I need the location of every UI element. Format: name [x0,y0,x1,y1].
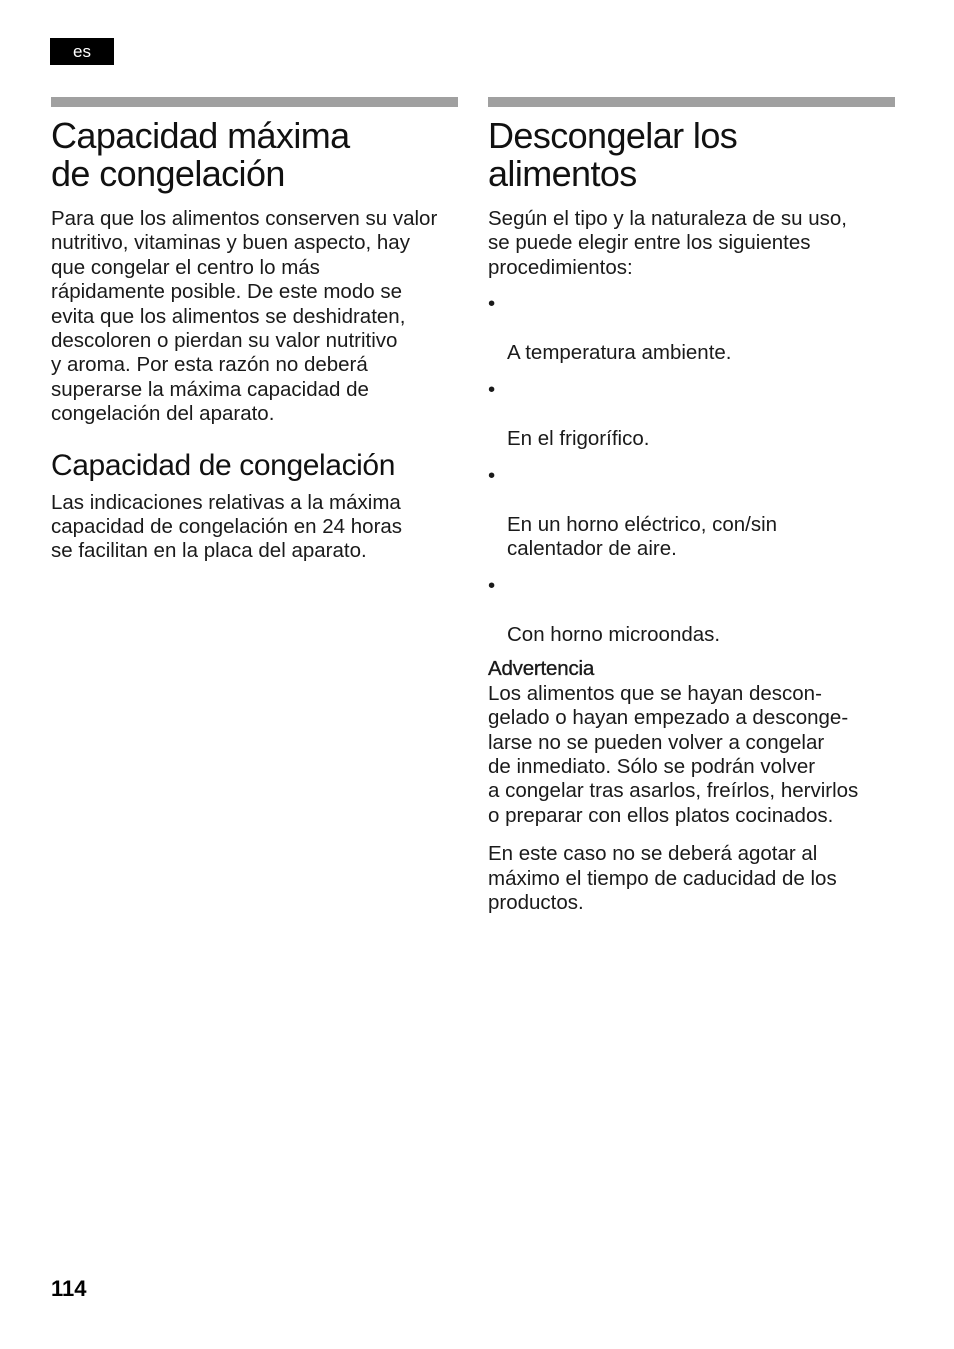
language-tag: es [50,38,114,65]
bullet-icon: • [488,574,496,598]
section-title-thawing: Descongelar los alimentos [488,115,738,194]
bullet-icon: • [488,378,496,402]
list-item [488,574,895,647]
section-rule [51,97,458,107]
max-capacity-paragraph: Para que los alimentos conserven su valor nutritivo, vitaminas y buen aspecto, hay que congelar el centro lo más rápidamente posible. De este modo se evita que los alimentos se deshidraten, descoloren o pierdan su valor nutritivo y aroma. Por esta razón no deberá superarse la máxima capacidad de congelación del aparato. [51,207,438,426]
section-title-max-capacity: Capacidad máxima de congelación [51,115,350,194]
list-item-text: En el frigorífico. [507,426,650,450]
list-item [488,464,895,562]
subsection-title-freezing-capacity: Capacidad de congelación [51,448,395,482]
warning-paragraph: Los alimentos que se hayan descon- gelado o hayan empezado a desconge- larse no se pueden volver a congelar de inmediato. Sólo se podrán volver a congelar tras asarlos, freírlos, hervirlos o preparar con ellos platos cocinados. [488,681,859,827]
page-number: 114 [51,1276,87,1301]
list-item [488,292,895,365]
list-item-text: A temperatura ambiente. [507,341,732,365]
freezing-capacity-paragraph: Las indicaciones relativas a la máxima capacidad de congelación en 24 horas se facilitan en la placa del aparato. [51,490,403,563]
section-rule [488,97,895,107]
bullet-icon: • [488,463,496,487]
thawing-intro-paragraph: Según el tipo y la naturaleza de su uso, se puede elegir entre los siguientes procedimientos: [488,207,847,279]
left-column [51,97,461,564]
right-column [488,97,895,915]
closing-paragraph: En este caso no se deberá agotar al máximo el tiempo de caducidad de los productos. [488,842,837,914]
thawing-methods-list [488,292,895,647]
list-item-text: En un horno eléctrico, con/sin calentador de aire. [507,512,778,561]
list-item-text: Con horno microondas. [507,622,721,646]
bullet-icon: • [488,292,496,316]
warning-title: Advertencia [488,657,595,681]
list-item [488,378,895,451]
